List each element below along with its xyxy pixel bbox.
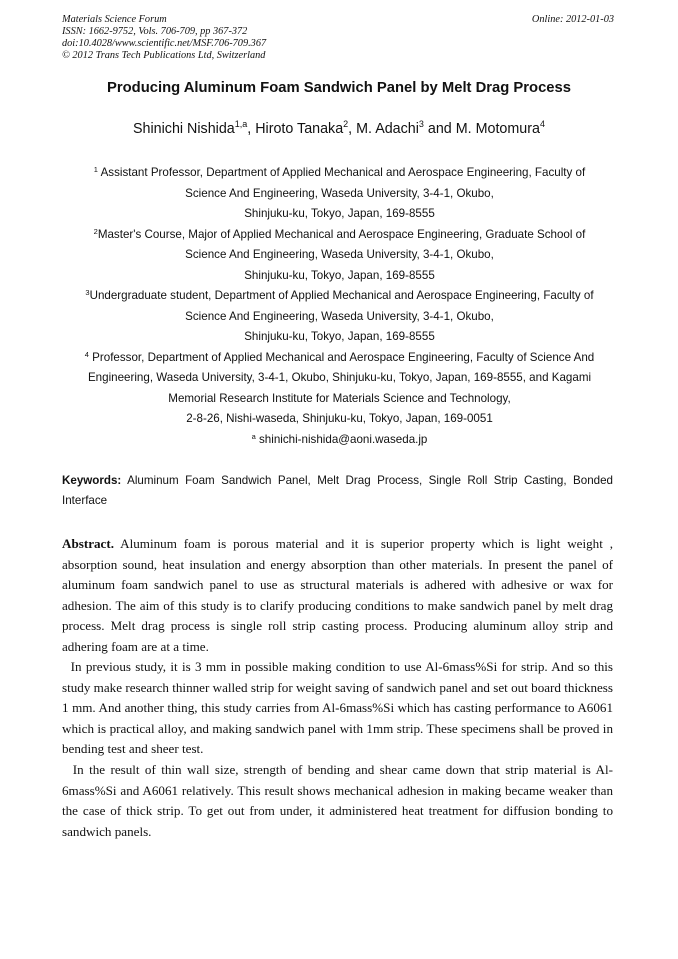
keywords <box>62 471 613 510</box>
author-sup: 1,a <box>234 119 248 129</box>
journal-meta <box>62 14 266 62</box>
affiliation-text: Undergraduate student, Department of Applied Mechanical and Aerospace Engineering, Faculty of <box>89 289 594 302</box>
author-name: Shinichi Nishida <box>133 121 235 137</box>
paper-title: Producing Aluminum Foam Sandwich Panel by Melt Drag Process <box>107 80 571 96</box>
affiliation-sup: 4 <box>84 349 89 359</box>
author-sup: 3 <box>418 119 424 129</box>
email-sup: a <box>251 431 256 441</box>
affiliation-sup: 1 <box>93 165 98 174</box>
abstract-paragraph <box>62 657 613 760</box>
affiliation-text: Professor, Department of Applied Mechanical and Aerospace Engineering, Faculty of Science And <box>92 350 595 364</box>
abstract-paragraph <box>62 534 613 657</box>
keywords-text: Aluminum Foam Sandwich Panel, Melt Drag Process, Single Roll Strip Casting, Bonded Interface <box>62 474 613 507</box>
affiliation-line: Science And Engineering, Waseda University, 3-4-1, Okubo, <box>185 186 494 200</box>
abstract-text: In previous study, it is 3 mm in possible making condition to use Al-6mass%Si for strip. And so this study make research thinner walled strip for weight saving of sandwich panel and set out board thickness 1 mm. And another thing, this study carries from Al-6mass%Si which has casting performance to A6061 which is practical alloy, and making sandwich panel with 1mm strip. These specimens shall be proved in bending test and sheer test. <box>62 659 614 757</box>
affiliation-line: Shinjuku-ku, Tokyo, Japan, 169-8555 <box>244 268 435 282</box>
author-separator: and <box>423 121 456 137</box>
journal-name: Materials Science Forum <box>62 14 167 25</box>
affiliation-line: Engineering, Waseda University, 3-4-1, Okubo, Shinjuku-ku, Tokyo, Japan, 169-8555, and Kagami <box>87 371 592 384</box>
affiliation-line: Memorial Research Institute for Materials Science and Technology, <box>168 391 511 405</box>
author-name: M. Motomura <box>455 121 540 137</box>
affiliation-line: Shinjuku-ku, Tokyo, Japan, 169-8555 <box>244 207 435 220</box>
author-name: M. Adachi <box>356 121 419 137</box>
affiliation-text: Master's Course, Major of Applied Mechanical and Aerospace Engineering, Graduate School of <box>97 227 586 241</box>
author-name: Hiroto Tanaka <box>255 121 344 137</box>
affiliation-line <box>62 225 617 246</box>
author-separator: , <box>247 121 256 137</box>
affiliation-text: Assistant Professor, Department of Applied Mechanical and Aerospace Engineering, Faculty of <box>100 166 586 179</box>
author-separator: , <box>348 121 357 137</box>
affiliation-sup: 2 <box>93 226 98 236</box>
online-date: Online: 2012-01-03 <box>531 14 614 25</box>
affiliation-line: Shinjuku-ku, Tokyo, Japan, 169-8555 <box>244 330 435 343</box>
abstract-text: Aluminum foam is porous material and it is superior property which is light weight , absorption sound, heat insulation and energy absorption than other materials. In present the panel of aluminum foam sandwich panel to use as structural materials is adhered with adhesive or wax for adhesion. The aim of this study is to clarify producing conditions to make sandwich panel by melt drag process. Melt drag process is single roll strip casting process. Producing aluminum alloy strip and adhering foam are at a time. <box>62 536 613 654</box>
copyright-line: © 2012 Trans Tech Publications Ltd, Switzerland <box>62 50 266 61</box>
affiliation-line: Science And Engineering, Waseda University, 3-4-1, Okubo, <box>185 309 494 323</box>
affiliation-line: 2-8-26, Nishi-waseda, Shinjuku-ku, Tokyo, Japan, 169-0051 <box>186 412 493 425</box>
email-line <box>62 430 617 451</box>
abstract <box>62 534 613 842</box>
author-list <box>0 121 678 137</box>
affiliation-line <box>62 348 617 369</box>
affiliation-sup: 3 <box>85 288 90 297</box>
affiliation-line <box>62 163 617 184</box>
author-sup: 4 <box>539 119 545 129</box>
email-address: shinichi-nishida@aoni.waseda.jp <box>259 432 428 446</box>
abstract-paragraph <box>62 760 613 842</box>
affiliation-line: Science And Engineering, Waseda University, 3-4-1, Okubo, <box>185 248 494 261</box>
issn-line: ISSN: 1662-9752, Vols. 706-709, pp 367-372 <box>62 26 248 37</box>
abstract-text: In the result of thin wall size, strength of bending and shear came down that strip material is Al-6mass%Si and A6061 relatively. This result shows mechanical adhesion in making became weaker than the case of thick strip. To get out from under, it administered heat treatment for diffusion bonding to sandwich panels. <box>62 762 613 839</box>
author-sup: 2 <box>343 119 349 129</box>
keywords-label: Keywords: <box>62 474 122 487</box>
affiliation-line <box>62 286 617 307</box>
doi-line: doi:10.4028/www.scientific.net/MSF.706-709.367 <box>62 38 267 49</box>
abstract-label: Abstract. <box>62 536 114 551</box>
affiliations <box>62 163 617 450</box>
